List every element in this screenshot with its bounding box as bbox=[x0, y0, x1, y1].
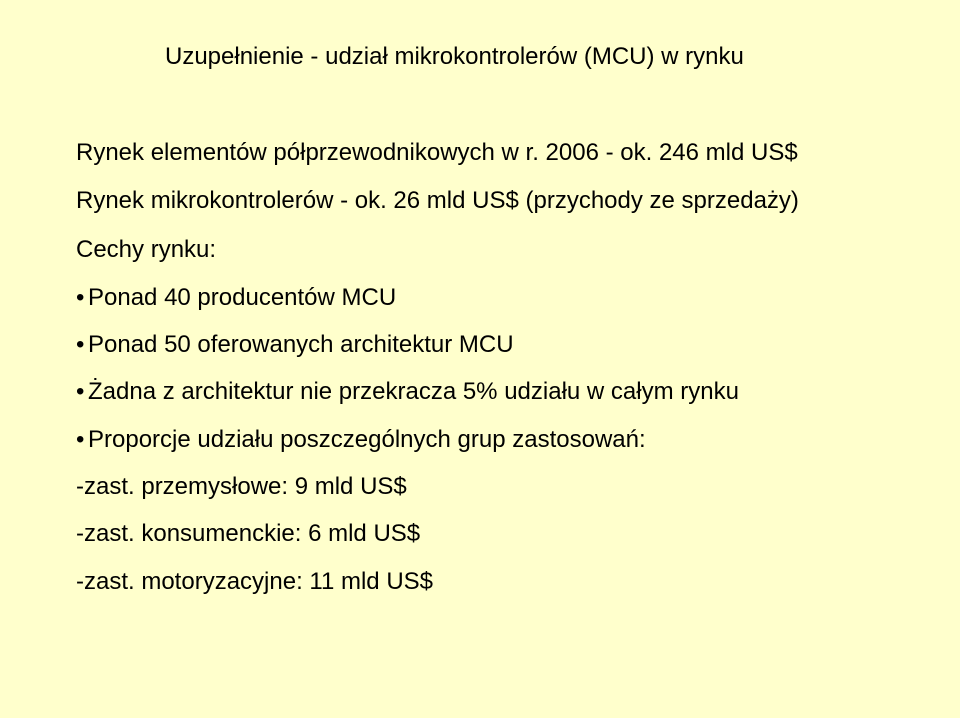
bullet-icon: • bbox=[76, 426, 85, 453]
application-item-automotive: -zast. motoryzacyjne: 11 mld US$ bbox=[76, 568, 434, 595]
bullet-icon: • bbox=[76, 378, 85, 405]
bullet-item bbox=[76, 283, 396, 313]
bullet-text: Żadna z architektur nie przekracza 5% udziału w całym rynku bbox=[88, 378, 739, 405]
bullet-item bbox=[76, 425, 646, 455]
bullet-icon: • bbox=[76, 284, 85, 311]
application-item-consumer: -zast. konsumenckie: 6 mld US$ bbox=[76, 520, 421, 547]
slide-title: Uzupełnienie - udział mikrokontrolerów (MCU) w rynku bbox=[165, 43, 744, 70]
bullet-item bbox=[76, 377, 739, 407]
semiconductor-market-line: Rynek elementów półprzewodnikowych w r. 2006 - ok. 246 mld US$ bbox=[76, 139, 798, 166]
bullet-item bbox=[76, 330, 514, 360]
bullet-text: Proporcje udziału poszczególnych grup zastosowań: bbox=[88, 426, 646, 453]
mcu-market-line: Rynek mikrokontrolerów - ok. 26 mld US$ (przychody ze sprzedaży) bbox=[76, 187, 799, 214]
bullet-text: Ponad 40 producentów MCU bbox=[88, 284, 397, 311]
features-heading: Cechy rynku: bbox=[76, 236, 217, 263]
bullet-icon: • bbox=[76, 331, 85, 358]
bullet-text: Ponad 50 oferowanych architektur MCU bbox=[88, 331, 514, 358]
application-item-industrial: -zast. przemysłowe: 9 mld US$ bbox=[76, 473, 407, 500]
